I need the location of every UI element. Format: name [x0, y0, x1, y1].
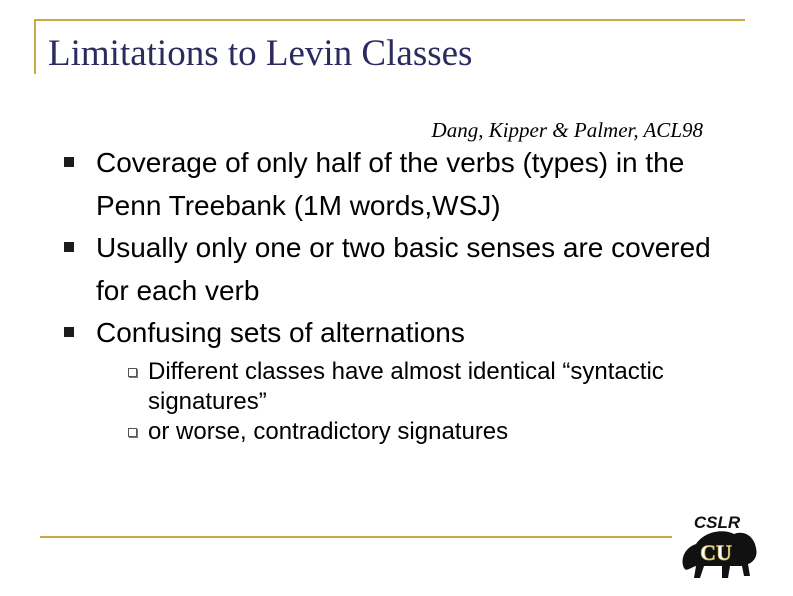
bullet-list [64, 141, 744, 447]
frame-top-rule [34, 19, 745, 21]
cslr-logo [674, 508, 760, 582]
logo-monogram: CU [700, 540, 732, 565]
bullet-item [64, 226, 744, 312]
bullet-text: Coverage of only half of the verbs (types) in the Penn Treebank (1M words,WSJ) [96, 147, 685, 221]
sub-bullet-item [128, 417, 744, 447]
citation: Dang, Kipper & Palmer, ACL98 [431, 118, 703, 142]
bullet-text: Confusing sets of alternations [96, 317, 465, 348]
footer-rule [40, 536, 672, 538]
sub-bullet-item [128, 357, 744, 417]
square-bullet-icon [64, 157, 74, 167]
hollow-square-bullet-icon [128, 368, 137, 377]
hollow-square-bullet-icon [128, 428, 137, 437]
square-bullet-icon [64, 242, 74, 252]
slide-title: Limitations to Levin Classes [48, 33, 473, 74]
bullet-text: Usually only one or two basic senses are covered for each verb [96, 232, 711, 306]
sub-bullet-text: Different classes have almost identical “syntactic signatures” [148, 358, 664, 415]
square-bullet-icon [64, 327, 74, 337]
bullet-item [64, 141, 744, 227]
bullet-item [64, 311, 744, 354]
sub-bullet-text: or worse, contradictory signatures [148, 418, 509, 445]
frame-left-rule [34, 19, 36, 74]
logo-text: CSLR [693, 513, 741, 532]
